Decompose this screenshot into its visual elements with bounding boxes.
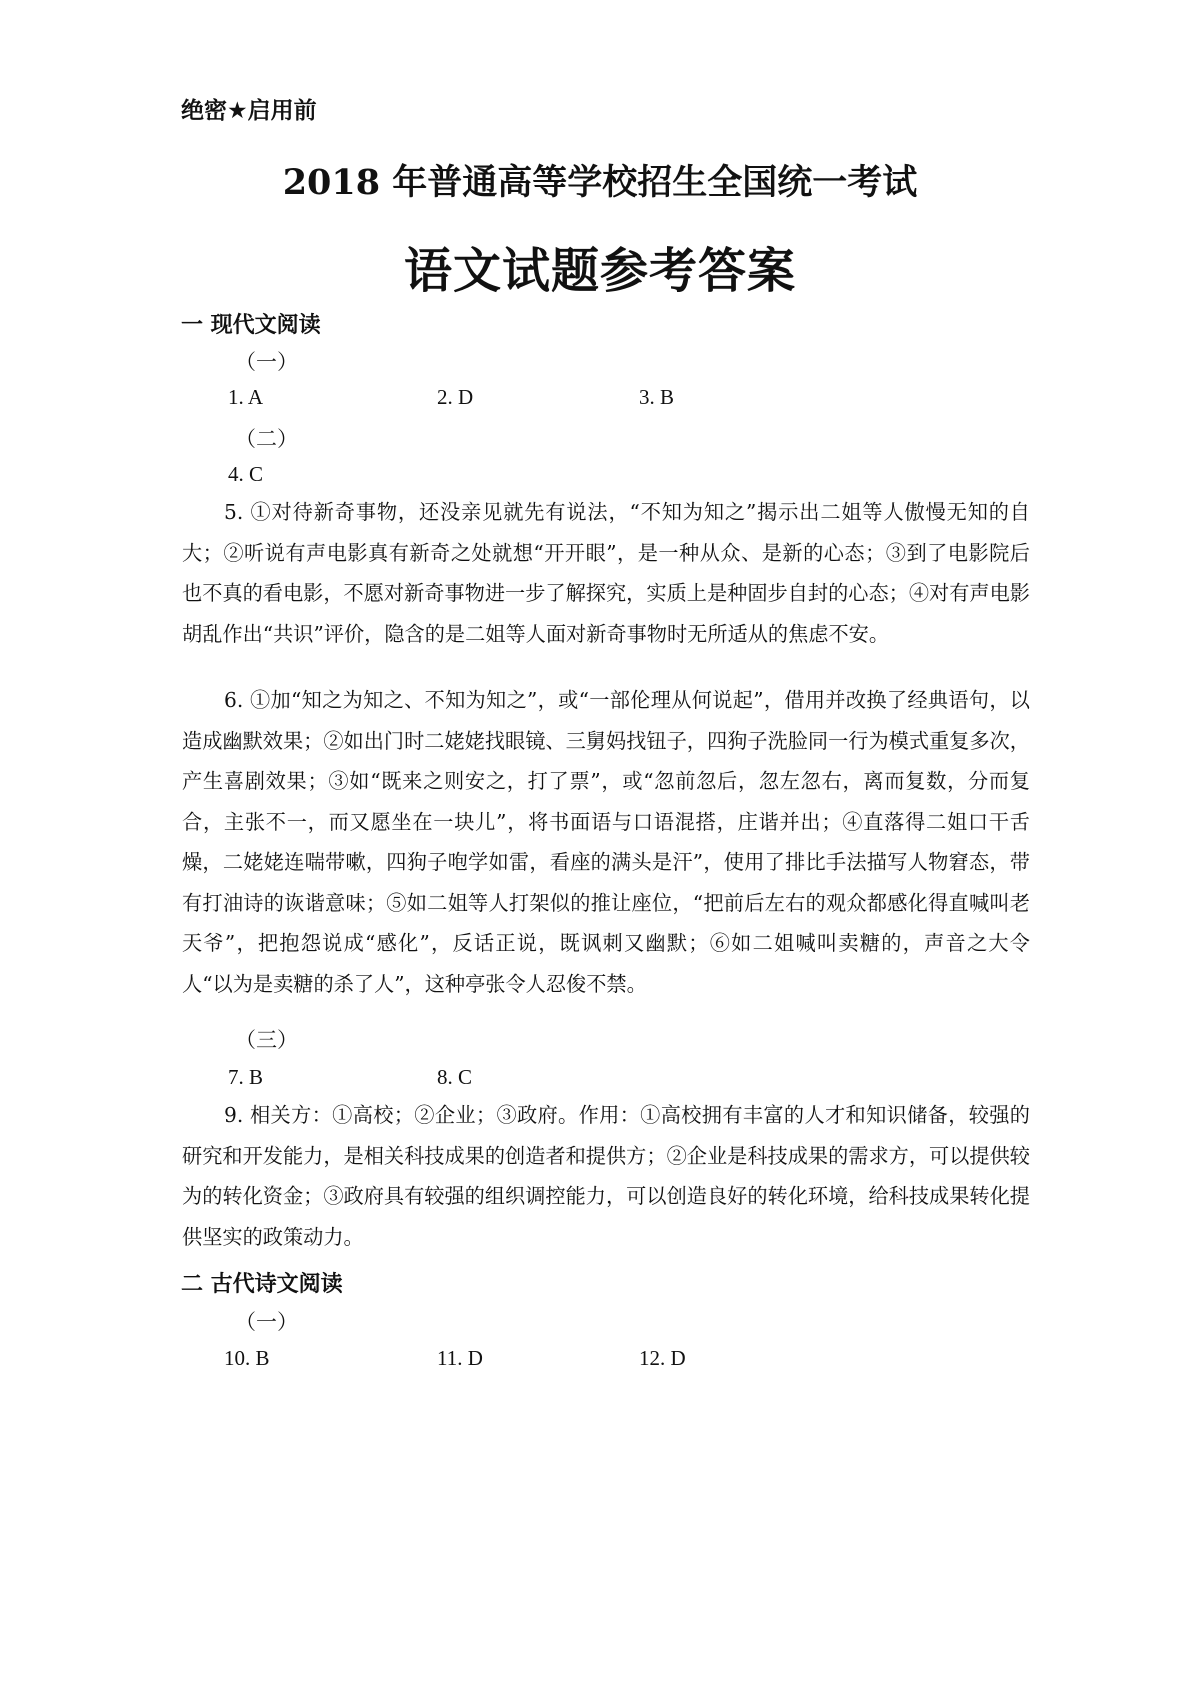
section-heading-modern-reading: 一 现代文阅读 (181, 313, 321, 338)
answer-item: 4. C (228, 462, 264, 486)
secret-label: 绝密★启用前 (181, 98, 317, 124)
answer-item: 11. D (437, 1346, 483, 1370)
answer-paragraph-q6: 6. ①加“知之为知之、不知为知之”，或“一部伦理从何说起”，借用并改换了经典语句，以造成幽默效果；②如出门时二姥姥找眼镜、三舅妈找钮子，四狗子洗脸同一行为模式重复多次，产生喜剧效果；③如“既来之则安之，打了票”，或“忽前忽后，忽左忽右，离而复数，分而复合，主张不一，而又愿坐在一块儿”，将书面语与口语混搭，庄谐并出；④直落得二姐口干舌燥，二姥姥连喘带嗽，四狗子咆学如雷，看座的满头是汗”，使用了排比手法描写人物窘态，带有打油诗的诙谐意味；⑤如二姐等人打架似的推让座位，“把前后左右的观众都感化得直喊叫老天爷”，把抱怨说成“感化”，反话正说，既讽刺又幽默；⑥如二姐喊叫卖糖的，声音之大令人“以为是卖糖的杀了人”，这种亭张令人忍俊不禁。 (182, 688, 1030, 996)
answer-row (224, 385, 1124, 415)
subsection-label: （三） (235, 1028, 298, 1052)
answer-row (224, 1346, 1124, 1376)
answer-item: 2. D (437, 385, 474, 409)
document-title: 语文试题参考答案 (403, 243, 796, 299)
section-heading-classical-reading: 二 古代诗文阅读 (181, 1272, 343, 1297)
answer-row (224, 1065, 1124, 1095)
answer-item: 3. B (639, 385, 675, 409)
answer-row (224, 462, 1124, 492)
answer-paragraph-q5: 5. ①对待新奇事物，还没亲见就先有说法，“不知为知之”揭示出二姐等人傲慢无知的自大；②听说有声电影真有新奇之处就想“开开眼”，是一种从众、是新的心态；③到了电影院后也不真的看电影，不愿对新奇事物进一步了解探究，实质上是种固步自封的心态；④对有声电影胡乱作出“共识”评价，隐含的是二姐等人面对新奇事物时无所适从的焦虑不安。 (182, 500, 1030, 646)
subsection-label: （一） (235, 1310, 298, 1334)
subsection-label: （一） (235, 350, 298, 374)
answer-item: 12. D (639, 1346, 686, 1370)
answer-paragraph-q9: 9. 相关方：①高校；②企业；③政府。作用：①高校拥有丰富的人才和知识储备，较强的研究和开发能力，是相关科技成果的创造者和提供方；②企业是科技成果的需求方，可以提供较为的转化资金；③政府具有较强的组织调控能力，可以创造良好的转化环境，给科技成果转化提供坚实的政策动力。 (182, 1103, 1030, 1249)
answer-item: 8. C (437, 1065, 473, 1089)
answer-item: 10. B (224, 1346, 270, 1370)
answer-item: 7. B (228, 1065, 264, 1089)
subsection-label: （二） (235, 427, 298, 451)
answer-item: 1. A (228, 385, 264, 409)
exam-title: 2018 年普通高等学校招生全国统一考试 (282, 162, 918, 203)
